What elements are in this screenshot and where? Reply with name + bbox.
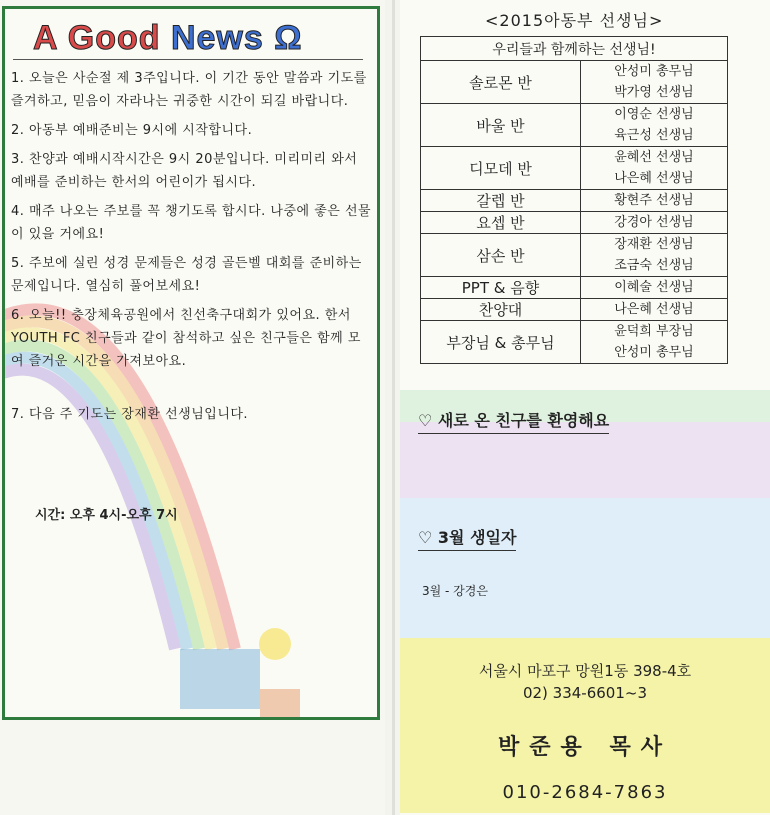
teacher-names bbox=[581, 147, 728, 190]
news-frame bbox=[2, 6, 380, 720]
teacher-name: 윤덕희 부장님 bbox=[614, 324, 694, 339]
birthday-heading: ♡ 3월 생일자 bbox=[418, 525, 516, 551]
teacher-name: 장재환 선생님 bbox=[614, 237, 694, 252]
table-row bbox=[421, 277, 728, 299]
teacher-names bbox=[581, 321, 728, 364]
class-name: 갈렙 반 bbox=[421, 190, 581, 212]
birthday-entry: 3월 - 강경은 bbox=[422, 584, 488, 598]
table-row bbox=[421, 104, 728, 147]
class-name: 디모데 반 bbox=[421, 147, 581, 190]
page-divider bbox=[392, 0, 395, 815]
title-divider bbox=[13, 59, 363, 60]
table-row bbox=[421, 190, 728, 212]
teachers-table bbox=[420, 36, 728, 364]
pastor-phone: 010-2684-7863 bbox=[502, 782, 668, 803]
teacher-name: 이영순 선생님 bbox=[614, 107, 694, 122]
class-name: 요셉 반 bbox=[421, 212, 581, 234]
news-item: 6. 오늘!! 충장체육공원에서 친선축구대회가 있어요. 한서 YOUTH FC 친구들과 같이 참석하고 싶은 친구들은 함께 모여 즐거운 시간을 가져보아요. bbox=[11, 308, 361, 369]
teacher-name: 이혜술 선생님 bbox=[614, 280, 694, 295]
class-name: 찬양대 bbox=[421, 299, 581, 321]
table-row bbox=[421, 61, 728, 104]
table-row bbox=[421, 299, 728, 321]
teachers-title: <2015아동부 선생님> bbox=[485, 11, 664, 30]
table-row bbox=[421, 147, 728, 190]
class-name: 바울 반 bbox=[421, 104, 581, 147]
title-a: A bbox=[33, 19, 58, 57]
title-omega: Ω bbox=[274, 19, 303, 57]
class-name: 솔로몬 반 bbox=[421, 61, 581, 104]
teacher-names bbox=[581, 299, 728, 321]
class-name: 삼손 반 bbox=[421, 234, 581, 277]
news-item: 2. 아동부 예배준비는 9시에 시작합니다. bbox=[11, 123, 253, 138]
table-row bbox=[421, 234, 728, 277]
table-header: 우리들과 함께하는 선생님! bbox=[421, 37, 728, 61]
teacher-names bbox=[581, 61, 728, 104]
class-name: 부장님 & 총무님 bbox=[421, 321, 581, 364]
teacher-name: 육근성 선생님 bbox=[614, 128, 694, 143]
soccer-time: 시간: 오후 4시-오후 7시 bbox=[35, 508, 178, 523]
title-news: News bbox=[170, 19, 264, 57]
news-item: 5. 주보에 실린 성경 문제들은 성경 골든벨 대회를 준비하는 문제입니다. 열심히 풀어보세요! bbox=[11, 256, 362, 294]
teacher-name: 조금숙 선생님 bbox=[614, 258, 694, 273]
teacher-names bbox=[581, 190, 728, 212]
teacher-names bbox=[581, 277, 728, 299]
class-name: PPT & 음향 bbox=[421, 277, 581, 299]
news-item: 7. 다음 주 기도는 장재환 선생님입니다. bbox=[11, 407, 249, 422]
phone-line: 02) 334-6601~3 bbox=[522, 684, 648, 702]
news-item: 1. 오늘은 사순절 제 3주입니다. 이 기간 동안 말씀과 기도를 즐겨하고, 믿음이 자라나는 귀중한 시간이 되길 바랍니다. bbox=[11, 71, 367, 109]
teacher-names bbox=[581, 104, 728, 147]
teacher-name: 황현주 선생님 bbox=[614, 193, 694, 208]
teacher-name: 안성미 총무님 bbox=[614, 64, 694, 79]
news-item: 3. 찬양과 예배시작시간은 9시 20분입니다. 미리미리 와서 예배를 준비하는 한서의 어린이가 됩시다. bbox=[11, 152, 358, 190]
pastor-name: 박준용 목사 bbox=[498, 735, 672, 760]
teacher-names bbox=[581, 212, 728, 234]
welcome-heading: ♡ 새로 온 친구를 환영해요 bbox=[418, 408, 609, 434]
news-list bbox=[11, 67, 373, 432]
blue-band bbox=[400, 498, 770, 638]
church-address bbox=[400, 660, 770, 704]
teacher-name: 나은혜 선생님 bbox=[614, 171, 694, 186]
teacher-name: 박가영 선생님 bbox=[614, 85, 694, 100]
right-panel bbox=[400, 0, 770, 815]
teacher-name: 윤혜선 선생님 bbox=[614, 150, 694, 165]
news-item: 4. 매주 나오는 주보를 꼭 챙기도록 합시다. 나중에 좋은 선물이 있을 거에요! bbox=[11, 204, 372, 242]
title-good: Good bbox=[67, 19, 161, 57]
address-line: 서울시 마포구 망원1동 398-4호 bbox=[478, 662, 692, 680]
table-row bbox=[421, 321, 728, 364]
teacher-name: 강경아 선생님 bbox=[614, 215, 694, 230]
good-news-title bbox=[33, 19, 303, 58]
teacher-names bbox=[581, 234, 728, 277]
teacher-name: 안성미 총무님 bbox=[614, 345, 694, 360]
teacher-name: 나은혜 선생님 bbox=[614, 302, 694, 317]
table-row bbox=[421, 212, 728, 234]
